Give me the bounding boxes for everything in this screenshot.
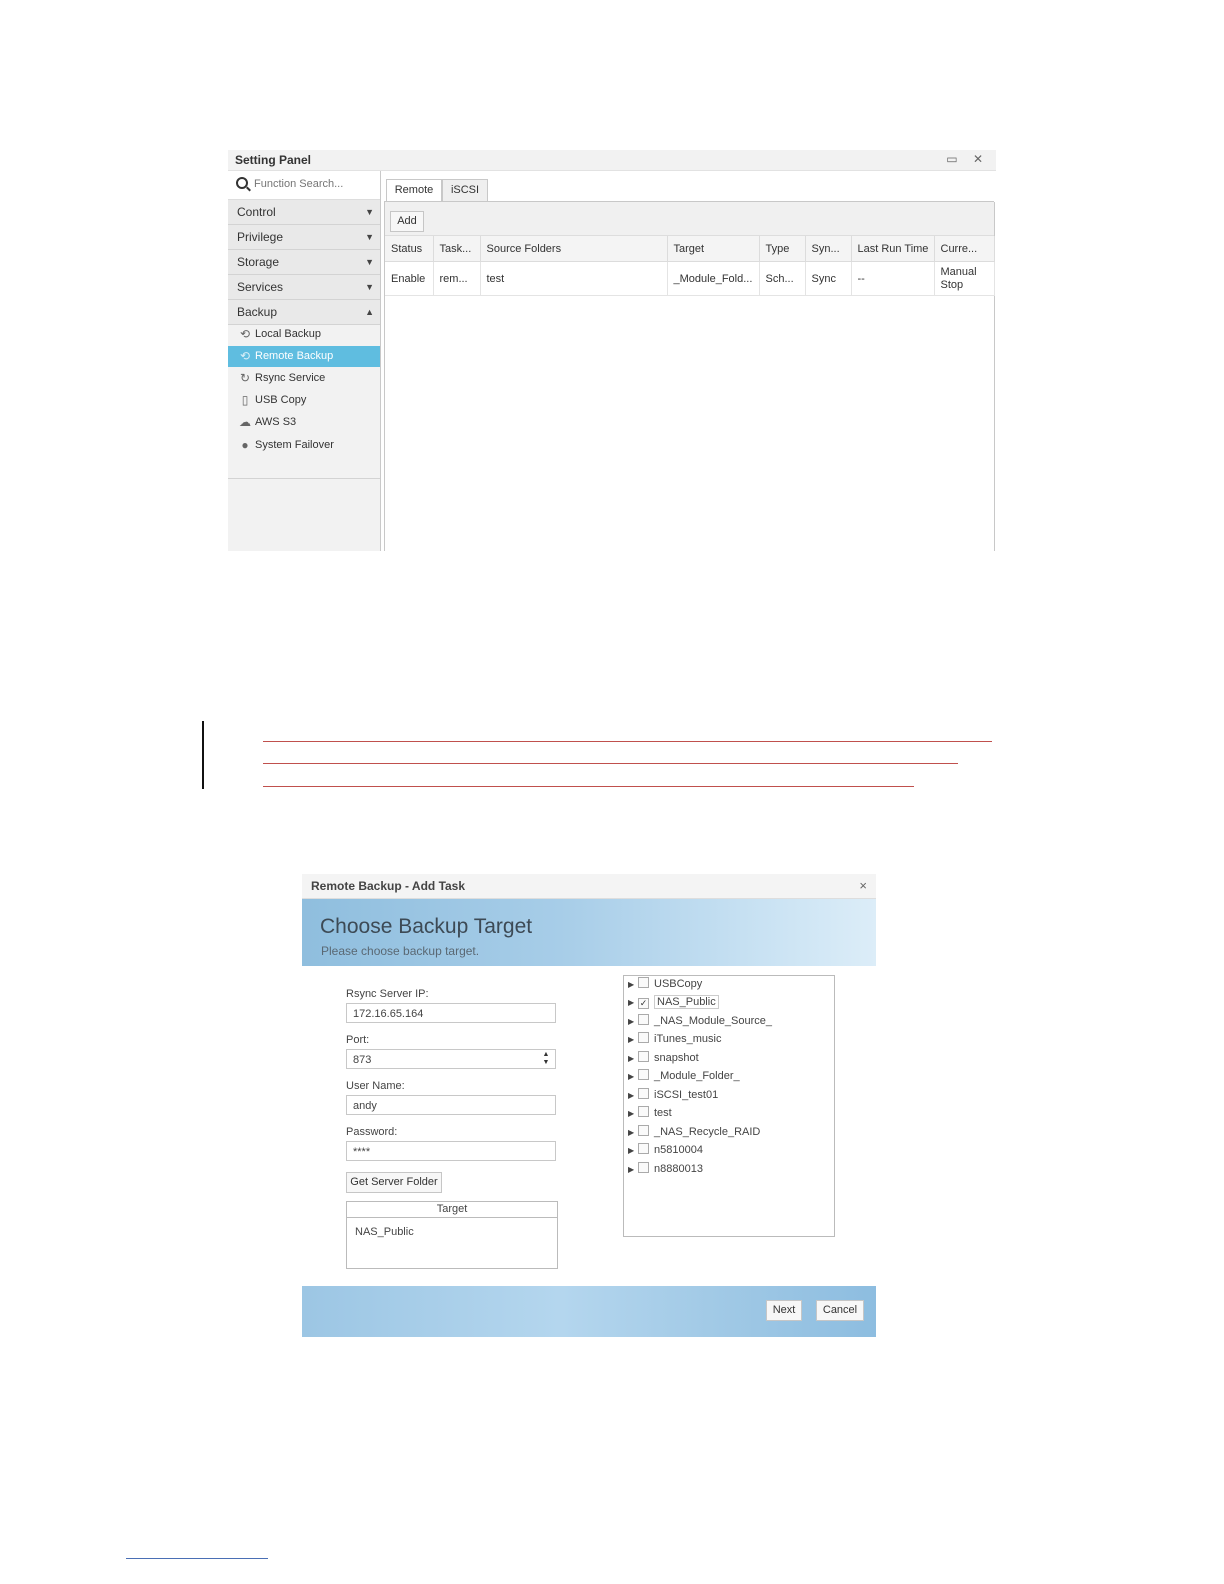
tree-node[interactable] bbox=[628, 1124, 760, 1140]
sidebar-category-control[interactable] bbox=[228, 200, 380, 225]
column-header[interactable]: Last Run Time bbox=[851, 236, 934, 262]
tab-content bbox=[384, 202, 995, 551]
expand-arrow-icon[interactable]: ▶ bbox=[628, 1054, 635, 1063]
tree-node[interactable] bbox=[628, 1161, 703, 1177]
sidebar-item-label: USB Copy bbox=[255, 394, 307, 406]
cloud-icon: ☁ bbox=[239, 415, 251, 429]
tree-node-label: iTunes_music bbox=[654, 1033, 722, 1045]
change-bar bbox=[202, 721, 204, 789]
table-cell: Manual Stop bbox=[934, 262, 994, 296]
dialog-titlebar bbox=[302, 874, 876, 899]
sidebar bbox=[228, 171, 381, 551]
table-cell: Enable bbox=[385, 262, 433, 296]
sidebar-item-rsync-service[interactable] bbox=[228, 368, 380, 389]
column-header[interactable]: Status bbox=[385, 236, 433, 262]
tree-node[interactable] bbox=[628, 1068, 740, 1084]
remote-backup-icon: ⟲ bbox=[239, 349, 251, 363]
target-value: NAS_Public bbox=[355, 1226, 414, 1238]
column-header[interactable]: Source Folders bbox=[480, 236, 667, 262]
add-task-dialog bbox=[302, 874, 876, 1337]
tree-node-label: _Module_Folder_ bbox=[654, 1070, 740, 1082]
checkbox[interactable] bbox=[638, 1125, 649, 1136]
sidebar-item-label: System Failover bbox=[255, 439, 334, 451]
cancel-button[interactable]: Cancel bbox=[816, 1300, 864, 1321]
tab-iscsi[interactable]: iSCSI bbox=[442, 179, 488, 202]
tree-node[interactable] bbox=[628, 1013, 772, 1029]
expand-arrow-icon[interactable]: ▶ bbox=[628, 1128, 635, 1137]
remote-backup-main bbox=[384, 171, 996, 551]
port-stepper[interactable] bbox=[346, 1049, 556, 1069]
expand-arrow-icon[interactable]: ▶ bbox=[628, 998, 635, 1007]
column-header[interactable]: Task... bbox=[433, 236, 480, 262]
dialog-title: Remote Backup - Add Task bbox=[311, 879, 466, 893]
sidebar-item-label: Rsync Service bbox=[255, 372, 326, 384]
sidebar-category-label: Storage bbox=[237, 255, 280, 269]
checkbox[interactable] bbox=[638, 1069, 649, 1080]
user-name-field[interactable]: andy bbox=[346, 1095, 556, 1115]
expand-arrow-icon[interactable]: ▶ bbox=[628, 1091, 635, 1100]
tree-node-label: n8880013 bbox=[654, 1163, 703, 1175]
setting-panel-window bbox=[228, 150, 996, 551]
tree-node-label: USBCopy bbox=[654, 978, 703, 990]
chevron-down-icon: ▼ bbox=[365, 282, 374, 292]
next-button[interactable]: Next bbox=[766, 1300, 802, 1321]
spinner-arrows-icon[interactable]: ▲ ▼ bbox=[542, 1051, 550, 1066]
target-header: Target bbox=[347, 1202, 557, 1218]
chevron-down-icon: ▼ bbox=[365, 207, 374, 217]
tree-node[interactable] bbox=[628, 1087, 718, 1103]
function-search-input[interactable] bbox=[254, 176, 372, 192]
tree-node-label: iSCSI_test01 bbox=[654, 1089, 719, 1101]
tree-node[interactable] bbox=[628, 976, 702, 992]
tree-node-label: NAS_Public bbox=[654, 995, 719, 1009]
column-header[interactable]: Curre... bbox=[934, 236, 994, 262]
port-label: Port: bbox=[346, 1034, 370, 1046]
sidebar-divider bbox=[228, 478, 380, 479]
tree-node-label: _NAS_Recycle_RAID bbox=[654, 1126, 761, 1138]
dialog-banner bbox=[302, 899, 876, 966]
expand-arrow-icon[interactable]: ▶ bbox=[628, 1017, 635, 1026]
chevron-down-icon: ▼ bbox=[365, 232, 374, 242]
red-underline bbox=[263, 763, 958, 764]
tree-node-label: test bbox=[654, 1107, 672, 1119]
dialog-body bbox=[302, 966, 876, 1286]
dialog-heading: Choose Backup Target bbox=[320, 915, 533, 938]
sidebar-category-storage[interactable] bbox=[228, 250, 380, 275]
expand-arrow-icon[interactable]: ▶ bbox=[628, 1165, 635, 1174]
checkbox[interactable] bbox=[638, 977, 649, 988]
dialog-footer bbox=[302, 1286, 876, 1337]
sidebar-item-local-backup[interactable] bbox=[228, 324, 380, 345]
checkbox[interactable] bbox=[638, 1032, 649, 1043]
sidebar-category-backup[interactable] bbox=[228, 300, 380, 325]
tree-node[interactable] bbox=[628, 1050, 699, 1066]
dialog-subheading: Please choose backup target. bbox=[321, 944, 480, 958]
password-field[interactable]: **** bbox=[346, 1141, 556, 1161]
setting-panel-titlebar bbox=[228, 150, 996, 171]
sidebar-item-label: Local Backup bbox=[255, 328, 322, 340]
sidebar-item-label: Remote Backup bbox=[255, 350, 334, 362]
column-header[interactable]: Syn... bbox=[805, 236, 851, 262]
checkbox[interactable] bbox=[638, 1162, 649, 1173]
column-header[interactable]: Target bbox=[667, 236, 759, 262]
close-icon[interactable]: × bbox=[859, 878, 867, 893]
expand-arrow-icon[interactable]: ▶ bbox=[628, 1072, 635, 1081]
server-ip-label: Rsync Server IP: bbox=[346, 988, 429, 1000]
red-underline bbox=[263, 786, 914, 787]
tree-node[interactable] bbox=[628, 1031, 721, 1047]
sidebar-category-label: Backup bbox=[237, 305, 278, 319]
table-row[interactable] bbox=[385, 262, 994, 296]
checkbox[interactable] bbox=[638, 1014, 649, 1025]
tab-remote[interactable]: Remote bbox=[386, 179, 442, 203]
tree-node[interactable] bbox=[628, 1105, 672, 1121]
table-cell: -- bbox=[851, 262, 934, 296]
failover-icon: ● bbox=[241, 438, 249, 452]
usb-icon: ▯ bbox=[241, 393, 249, 407]
expand-arrow-icon[interactable]: ▶ bbox=[628, 980, 635, 989]
expand-arrow-icon[interactable]: ▶ bbox=[628, 1109, 635, 1118]
sidebar-item-aws-s3[interactable] bbox=[228, 412, 380, 433]
sidebar-category-label: Privilege bbox=[237, 230, 284, 244]
get-server-folder-button[interactable]: Get Server Folder bbox=[346, 1172, 442, 1193]
sidebar-item-label: AWS S3 bbox=[255, 416, 297, 428]
setting-panel-title: Setting Panel bbox=[235, 153, 312, 167]
expand-arrow-icon[interactable]: ▶ bbox=[628, 1035, 635, 1044]
tab-bar bbox=[384, 176, 994, 201]
column-header[interactable]: Type bbox=[759, 236, 805, 262]
checkbox[interactable] bbox=[638, 1088, 649, 1099]
search-icon bbox=[236, 177, 248, 189]
table-cell: test bbox=[480, 262, 667, 296]
sidebar-category-privilege[interactable] bbox=[228, 225, 380, 250]
red-underline bbox=[263, 741, 992, 742]
user-name-label: User Name: bbox=[346, 1080, 405, 1092]
tree-node-label: n5810004 bbox=[654, 1144, 703, 1156]
toolbar bbox=[385, 202, 994, 236]
tree-node-label: snapshot bbox=[654, 1052, 699, 1064]
checkbox-checked[interactable]: ✓ bbox=[639, 998, 648, 1008]
sidebar-item-usb-copy[interactable] bbox=[228, 390, 380, 411]
password-label: Password: bbox=[346, 1126, 398, 1138]
sidebar-category-label: Services bbox=[237, 280, 284, 294]
checkbox[interactable] bbox=[638, 1106, 649, 1117]
footnote-separator bbox=[126, 1558, 268, 1559]
expand-arrow-icon[interactable]: ▶ bbox=[628, 1146, 635, 1155]
checkbox[interactable] bbox=[638, 1051, 649, 1062]
sidebar-category-services[interactable] bbox=[228, 275, 380, 300]
tree-node[interactable] bbox=[628, 1142, 703, 1158]
rsync-icon: ↻ bbox=[239, 371, 251, 385]
window-controls[interactable]: ▭ ✕ bbox=[946, 152, 989, 166]
tree-node[interactable] bbox=[628, 994, 719, 1010]
checkbox[interactable] bbox=[638, 1143, 649, 1154]
local-backup-icon: ⟲ bbox=[239, 327, 251, 341]
chevron-down-icon: ▼ bbox=[365, 257, 374, 267]
server-ip-field[interactable]: 172.16.65.164 bbox=[346, 1003, 556, 1023]
target-box bbox=[346, 1201, 558, 1269]
sidebar-category-label: Control bbox=[237, 205, 276, 219]
sidebar-item-remote-backup[interactable] bbox=[228, 346, 380, 367]
table-cell: rem... bbox=[433, 262, 480, 296]
table-header-row bbox=[385, 236, 994, 262]
tree-node-label: _NAS_Module_Source_ bbox=[654, 1015, 773, 1027]
function-search[interactable] bbox=[228, 171, 380, 200]
table-cell: _Module_Fold... bbox=[667, 262, 759, 296]
chevron-up-icon: ▲ bbox=[365, 307, 374, 317]
sidebar-item-system-failover[interactable] bbox=[228, 435, 380, 456]
table-cell: Sch... bbox=[759, 262, 805, 296]
add-button[interactable]: Add bbox=[390, 211, 424, 232]
folder-tree bbox=[623, 975, 835, 1237]
task-table bbox=[385, 236, 995, 296]
table-cell: Sync bbox=[805, 262, 851, 296]
port-value: 873 bbox=[353, 1054, 372, 1066]
